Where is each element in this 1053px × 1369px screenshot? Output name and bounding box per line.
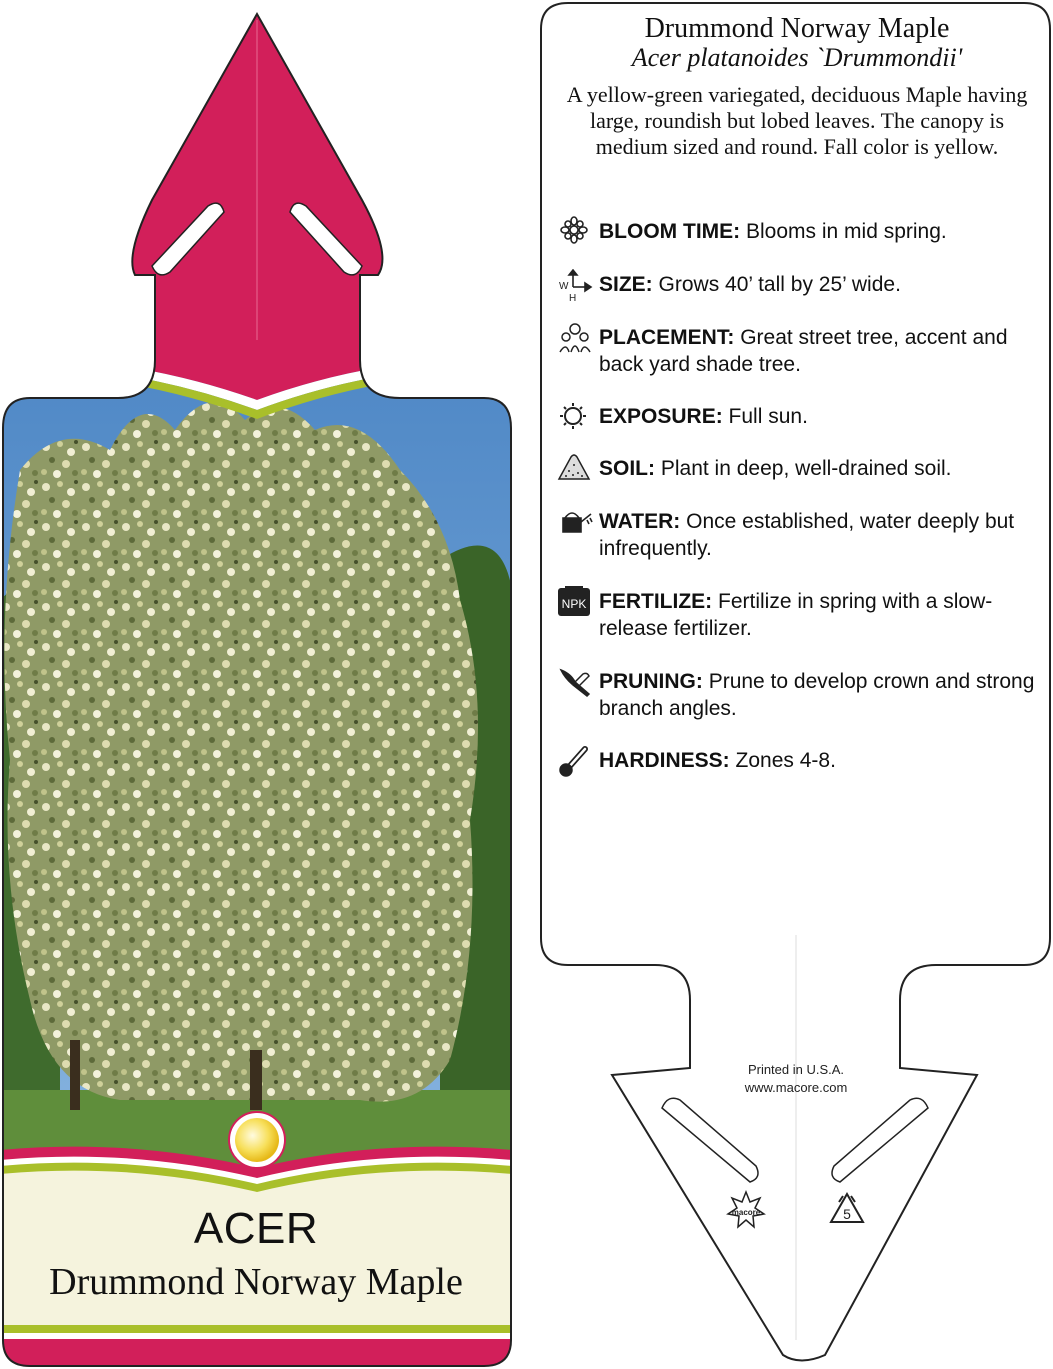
care-label: PLACEMENT: xyxy=(599,326,735,349)
recycle-5-icon xyxy=(828,1192,866,1226)
macore-label: macore xyxy=(731,1208,761,1217)
care-text: Great street tree, accent and back yard shade tree. xyxy=(599,326,1008,376)
care-text: Plant in deep, well-drained soil. xyxy=(660,457,952,480)
size-w-label: W xyxy=(559,281,569,292)
care-label: BLOOM TIME: xyxy=(599,220,741,243)
plants-icon xyxy=(557,322,593,356)
npk-label: NPK xyxy=(561,597,587,611)
recycle-number: 5 xyxy=(843,1206,851,1222)
watering-can-icon xyxy=(557,506,593,540)
care-label: SIZE: xyxy=(599,273,653,296)
size-h-label: H xyxy=(569,293,577,303)
npk-icon xyxy=(557,586,593,620)
care-text: Blooms in mid spring. xyxy=(746,220,947,243)
care-item-hardiness xyxy=(557,747,1042,774)
care-item-exposure xyxy=(557,403,1042,430)
back-header xyxy=(552,14,1042,160)
care-text: Fertilize in spring with a slow-release fertilizer. xyxy=(599,590,993,640)
care-label: PRUNING: xyxy=(599,670,703,693)
flower-icon xyxy=(557,216,593,250)
care-item-pruning xyxy=(557,668,1042,722)
sun-icon xyxy=(557,401,593,435)
macore-logo-icon xyxy=(726,1190,766,1230)
soil-icon xyxy=(557,453,593,487)
care-item-placement xyxy=(557,324,1042,378)
thermometer-icon xyxy=(557,745,593,779)
plant-description: A yellow-green variegated, deciduous Maple having large, roundish but lobed leaves. The canopy is medium sized and round. Fall color is yellow. xyxy=(566,82,1028,159)
care-item-fertilize xyxy=(557,588,1042,642)
pruners-icon xyxy=(557,666,593,700)
care-label: EXPOSURE: xyxy=(599,405,723,428)
back-title: Drummond Norway Maple xyxy=(644,13,950,44)
care-item-bloom-time xyxy=(557,218,1042,245)
care-item-size xyxy=(557,271,1042,303)
care-text: Prune to develop crown and strong branch angles. xyxy=(599,670,1035,720)
care-text: Grows 40’ tall by 25’ wide. xyxy=(658,273,901,296)
care-text: Zones 4-8. xyxy=(735,749,836,772)
front-common-name: Drummond Norway Maple xyxy=(49,1261,463,1303)
care-text: Full sun. xyxy=(728,405,808,428)
care-item-water xyxy=(557,508,1042,562)
website: www.macore.com xyxy=(744,1080,848,1095)
size-arrows-icon xyxy=(557,269,593,303)
genus-name: ACER xyxy=(193,1204,319,1253)
care-label: SOIL: xyxy=(599,457,655,480)
printed-in: Printed in U.S.A. xyxy=(747,1062,845,1077)
care-label: FERTILIZE: xyxy=(599,590,713,613)
care-label: HARDINESS: xyxy=(599,749,730,772)
latin-name: Acer platanoides `Drummondii' xyxy=(631,43,963,72)
care-label: WATER: xyxy=(599,510,681,533)
care-text: Once established, water deeply but infrequently. xyxy=(599,510,1015,560)
care-item-soil xyxy=(557,455,1042,482)
